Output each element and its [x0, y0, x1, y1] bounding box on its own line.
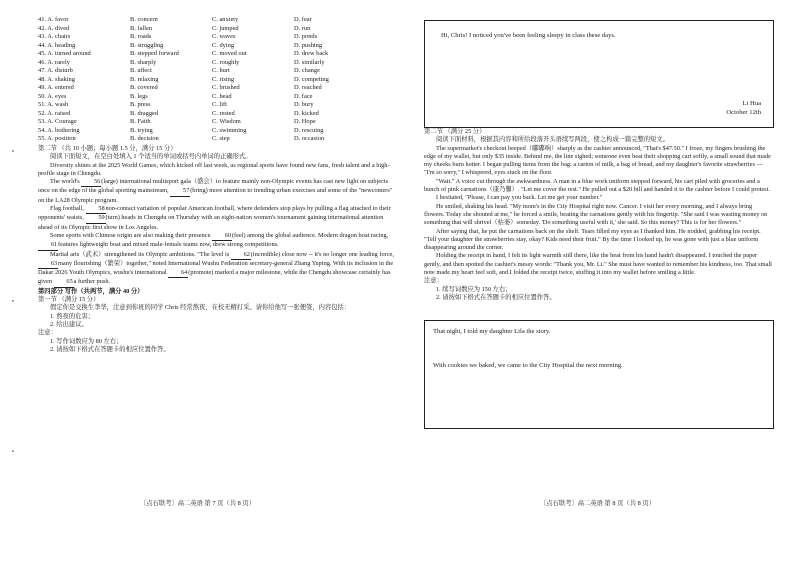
- option-cell: 43. A. chairs: [38, 33, 71, 40]
- writing-note: 注意：: [38, 329, 57, 337]
- story-note2: 2. 请按如下格式在答题卡的相应位置作答。: [436, 293, 556, 301]
- writing-note2: 2. 请按如下格式在答题卡的相应位置作答。: [50, 345, 170, 353]
- option-cell: 54. A. bothering: [38, 126, 80, 134]
- blank-62[interactable]: 62: [231, 251, 251, 260]
- section2-block: [38, 145, 394, 354]
- option-cell: B. press: [130, 101, 151, 108]
- section2-title: 第二节 （共 10 小题；每小题 1.5 分，满分 15 分）: [38, 145, 177, 152]
- writing-task: 假定你是交换生李华，注意到你班的同学 Chris 经常熬夜，在校无精打采。请你给他写一张便签，内容包括：: [50, 304, 351, 312]
- option-cell: 51. A. wash: [38, 101, 69, 108]
- option-cell: B. Faith: [130, 118, 151, 125]
- option-cell: C. lift: [212, 101, 227, 108]
- story-p4: He smiled, shaking his head. "My mom's in the City Hospital right now. Cancer. I visit her every morning, and I always bring flowers. Today she shouted at me," he forced a smile, beating the carnations gently with his fingertip. "She said I was wasting money on something that will shrivel（枯萎）someday. 'Do something useful with it,' she said. So this money? This is for her flowers.": [424, 202, 768, 227]
- option-cell: C. hurt: [212, 67, 230, 74]
- option-cell: 48. A. shaking: [38, 75, 75, 83]
- option-cell: C. Wisdom: [212, 118, 241, 125]
- letter-date: October 12th: [726, 109, 761, 116]
- story-note: 注意：: [424, 277, 443, 285]
- option-cell: D. rescuing: [294, 126, 324, 134]
- option-cell: D. kicked: [294, 109, 319, 117]
- option-cell: C. waves: [212, 33, 236, 40]
- option-cell: B. covered: [130, 84, 158, 91]
- passage-p1: Diversity shines at the 2025 World Games, which kicked off last week, as regional sports have found new fans, fresh talent and a high-profile stage in Chengdu.: [38, 161, 390, 177]
- blank-64[interactable]: 64: [168, 269, 188, 278]
- option-row: [38, 67, 394, 76]
- part4-sec1-title: 第一节 （满分 15 分）: [38, 296, 100, 304]
- option-cell: B. sharply: [130, 58, 157, 66]
- option-cell: 45. A. turned around: [38, 50, 91, 57]
- option-cell: B. trying: [130, 126, 153, 134]
- option-cell: 52. A. raised: [38, 109, 71, 117]
- option-cell: C. jumped: [212, 24, 239, 32]
- option-cell: D. ponds: [294, 33, 318, 40]
- blank-61[interactable]: 61: [38, 241, 58, 250]
- option-cell: D. pushing: [294, 41, 323, 49]
- option-cell: 46. A. rarely: [38, 58, 70, 66]
- option-cell: 41. A. favor: [38, 16, 69, 23]
- option-cell: C. step: [212, 135, 230, 142]
- options-table: [38, 16, 394, 144]
- option-cell: C. dying: [212, 41, 235, 49]
- story-p3: I hesitated, "Please, I can pay you back. Let me get your number.": [436, 194, 603, 202]
- option-row: [38, 93, 394, 102]
- option-cell: D. competing: [294, 75, 329, 83]
- option-cell: D. drew back: [294, 50, 329, 57]
- option-row: [38, 110, 394, 119]
- option-cell: D. reached: [294, 84, 322, 91]
- writing-note1: 1. 写作词数应为 80 左右；: [50, 337, 123, 345]
- blank-59[interactable]: 59: [86, 214, 106, 223]
- binding-dot: [12, 450, 14, 452]
- story-p6: Holding the receipt in hand, I felt its light warmth still there, like the heat from his hand hadn't disappeared. I touched the paper gently, and then spotted the cashier's messy words: "Thank you, Mr. Li." She must have wanted to remember his kindness, too. That small note made my heart feel soft, and I folded the receipt twice, stuffing it into my wallet before smiling a little.: [424, 252, 772, 277]
- binding-dot: [12, 150, 14, 152]
- blank-57[interactable]: 57: [170, 187, 190, 196]
- option-cell: D. occasion: [294, 135, 325, 142]
- option-cell: C. head: [212, 92, 232, 100]
- continuation-line1: That night, I told my daughter Lila the story.: [433, 328, 551, 335]
- option-row: [38, 118, 394, 127]
- option-row: [38, 50, 394, 59]
- option-cell: C. rested: [212, 109, 235, 117]
- option-cell: B. dragged: [130, 109, 159, 117]
- option-row: [38, 25, 394, 34]
- letter-opening: Hi, Chris! I noticed you've been feeling sleepy in class these days.: [441, 32, 616, 39]
- letter-signature: Li Hua: [742, 100, 761, 107]
- option-cell: B. concern: [130, 16, 158, 23]
- option-cell: B. decision: [130, 135, 159, 142]
- option-cell: D. similarly: [294, 58, 325, 66]
- option-cell: 53. A. Courage: [38, 118, 77, 125]
- option-cell: 49. A. entered: [38, 84, 74, 91]
- option-cell: B. legs: [130, 92, 148, 100]
- option-cell: 44. A. heading: [38, 41, 76, 49]
- option-cell: B. fallen: [130, 24, 153, 32]
- option-row: [38, 33, 394, 42]
- option-row: [38, 59, 394, 68]
- passage-p2: The world's 56(large) international multisport gala（盛会）to feature mainly non-Olympic events has cast new light on subjects once on the edge of the global sporting mainstream, 57(bring) more attention to trending urban exercises and some of the "newcomers" on the LA28 Olympic program.: [38, 178, 393, 204]
- writing-item2: 2. 给出建议。: [50, 320, 88, 328]
- option-cell: B. affect: [130, 67, 152, 74]
- option-cell: B. stepped forward: [130, 50, 179, 57]
- option-cell: B. relaxing: [130, 75, 159, 83]
- option-cell: 50. A. eyes: [38, 92, 67, 100]
- section2b-instruction: 阅读下面材料，根据其内容和所给段落开头语续写两段，使之构成一篇完整的短文。: [436, 136, 669, 144]
- continuation-box: [424, 320, 774, 429]
- section2b-title: 第二节 （满分 25 分）: [424, 128, 486, 135]
- option-cell: B. roads: [130, 33, 152, 40]
- blank-60[interactable]: 60: [212, 232, 232, 241]
- story-p5: After saying that, he put the carnations back on the shelf. Tears filled my eyes as I thanked him. He nodded, grabbing his receipt. "Tell your daughter the strawberries stay, okay? Kids need their fruit." By the time I looked up, he was gone with just a blue uniform disappearing around the corner.: [424, 227, 761, 252]
- option-cell: D. Hope: [294, 118, 316, 125]
- passage-p5: Martial arts（武术）strengthened its Olympic ambitions. "The level is 62(incredible) close now -- it's no longer one leading force, 63many flourishing（繁荣）together," noted International Wushu Federation secretary-general Zhang Yuping. With its inclusion in the Dakar 2026 Youth Olympics, wushu's international 64(promote) marked a major milestone, while the Chengdu showcase certainly has given 65a further push.: [38, 251, 394, 288]
- option-cell: D. change: [294, 67, 320, 74]
- footer-right: 〔点石联考〕高二英语 第 8 页（共 8 页）: [540, 500, 655, 507]
- option-cell: C. anxiety: [212, 16, 239, 23]
- writing-item1: 1. 熬夜的危害；: [50, 312, 95, 320]
- option-cell: D. run: [294, 24, 311, 32]
- option-cell: 47. A. disturb: [38, 67, 73, 74]
- option-row: [38, 127, 394, 136]
- option-row: [38, 101, 394, 110]
- part4-title: 第四部分 写作（共两节，满分 40 分）: [38, 287, 144, 295]
- blank-56[interactable]: 56: [81, 178, 101, 187]
- option-row: [38, 135, 394, 144]
- option-cell: B. struggling: [130, 41, 164, 49]
- blank-65[interactable]: 65: [54, 278, 74, 287]
- story-p1: The supermarket's checkout beeped（嘟嘟响）sharply as the cashier announced, "That's $47.50." I froze, my fingers brushing the edge of my wallet, but only $35 inside. Behind me, the line sighed; someone even beat their shopping cart softly, a small sound that made my cheeks burn hotter. I began pulling items from the bag: a carton of milk, a bag of bread, and my daughter's favorite strawberries — "I'm so sorry," I whispered, eyes stuck on the floor.: [424, 144, 771, 177]
- option-cell: C. moved out: [212, 50, 247, 57]
- option-cell: C. roughly: [212, 58, 240, 66]
- letter-box: [424, 20, 774, 128]
- passage-p4: Some sports with Chinese origin are also making their presence 60(feel) among the global audience. Modern dragon boat racing, 61features lightweight boat and mixed male-female teams now, drew strong competitions.: [38, 232, 394, 251]
- section2-instruction: 阅读下面短文，在空白处填入 1 个适当的单词或括号内单词的正确形式。: [50, 153, 252, 161]
- option-cell: D. bury: [294, 101, 314, 108]
- option-cell: C. rising: [212, 75, 235, 83]
- binding-dot: [12, 300, 14, 302]
- blank-63[interactable]: 63: [38, 260, 58, 269]
- passage-p3: Flag football, 58non-contact variation of popular American football, where defenders stop plays by pulling a flag attached to their opponents' waists, 59(turn) heads in Chengdu on Thursday with an eight-nation women's tournament gaining international attention ahead of its Olympic first show in Los Angeles.: [38, 205, 391, 231]
- blank-58[interactable]: 58: [86, 205, 106, 214]
- option-cell: 55. A. position: [38, 135, 76, 142]
- option-cell: D. face: [294, 92, 313, 100]
- section2b-block: [424, 128, 774, 302]
- option-cell: D. fear: [294, 16, 312, 23]
- option-row: [38, 16, 394, 25]
- option-row: [38, 84, 394, 93]
- option-row: [38, 42, 394, 51]
- story-note1: 1. 续写词数应为 150 左右；: [436, 285, 512, 293]
- story-p2: "Wait." A voice cut through the awkwardness. A man in a blue work uniform stepped forward, his cart piled with groceries and a bunch of pink carnations（康乃馨）. "Let me cover the rest." He pulled out a $20 bill and handed it to the cashier before I could protest.: [424, 177, 770, 194]
- footer-left: 〔点石联考〕高二英语 第 7 页（共 8 页）: [140, 500, 255, 507]
- continuation-line2: With cookies we baked, we came to the City Hospital the next morning.: [433, 362, 623, 369]
- option-cell: C. swimming: [212, 126, 247, 134]
- option-cell: C. brushed: [212, 84, 240, 91]
- option-row: [38, 76, 394, 85]
- option-cell: 42. A. dived: [38, 24, 70, 32]
